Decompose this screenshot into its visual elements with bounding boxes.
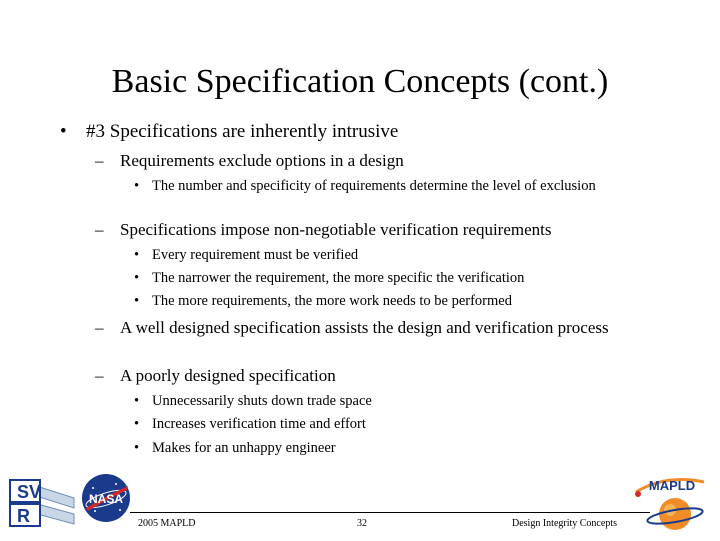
bullet-marker: •	[134, 270, 140, 286]
bullet-text: Increases verification time and effort	[152, 416, 366, 432]
bullet-level3	[134, 415, 366, 433]
bullet-level3	[134, 392, 372, 410]
footer-rule	[130, 512, 650, 513]
dash-marker: –	[95, 318, 104, 337]
dash-marker: –	[95, 366, 104, 385]
bullet-text: The more requirements, the more work needs to be performed	[152, 293, 512, 309]
bullet-text: Unnecessarily shuts down trade space	[152, 393, 372, 409]
nasa-logo-text: NASA	[88, 492, 124, 506]
nasa-logo-graphic	[80, 472, 132, 524]
sv-institute-logo-icon	[8, 478, 76, 530]
bullet-level3	[134, 439, 336, 457]
bullet-level2	[95, 220, 551, 240]
dash-marker: –	[95, 151, 104, 170]
sv-logo-text-1: SV	[17, 482, 42, 502]
bullet-marker: •	[134, 416, 140, 432]
sv-logo-text-2: R	[17, 506, 30, 526]
bullet-text: A well designed specification assists the design and verification process	[120, 318, 609, 337]
bullet-marker: •	[134, 247, 140, 263]
bullet-marker: •	[134, 440, 140, 456]
bullet-level2	[95, 318, 655, 338]
bullet-text: The number and specificity of requirements determine the level of exclusion	[152, 178, 596, 194]
bullet-text: Makes for an unhappy engineer	[152, 440, 336, 456]
dash-marker: –	[95, 220, 104, 239]
bullet-level3	[134, 246, 358, 264]
footer-page-number: 32	[357, 518, 367, 529]
footer-conference: 2005 MAPLD	[138, 518, 196, 529]
bullet-text: A poorly designed specification	[120, 366, 336, 385]
footer-topic: Design Integrity Concepts	[512, 518, 617, 529]
bullet-text: Every requirement must be verified	[152, 247, 359, 263]
nasa-meatball-logo-icon	[80, 472, 132, 524]
bullet-text: Specifications impose non-negotiable verification requirements	[120, 220, 552, 239]
bullet-level3	[134, 292, 512, 310]
slide-title: Basic Specification Concepts (cont.)	[111, 63, 609, 100]
bullet-level2	[95, 366, 336, 386]
bullet-level2	[95, 151, 404, 171]
bullet-marker: •	[134, 393, 140, 409]
bullet-marker: •	[134, 293, 140, 309]
bullet-level1	[60, 121, 398, 143]
bullet-marker: •	[60, 121, 67, 142]
mapld-logo-graphic	[626, 470, 712, 536]
mapld-logo-text: MAPLD	[648, 478, 696, 493]
bullet-text: #3 Specifications are inherently intrusive	[86, 121, 399, 142]
bullet-marker: •	[134, 178, 140, 194]
bullet-level3	[134, 269, 524, 287]
bullet-text: The narrower the requirement, the more specific the verification	[152, 270, 525, 286]
bullet-level3	[134, 177, 664, 195]
mapld-logo-icon	[626, 470, 712, 536]
bullet-text: Requirements exclude options in a design	[120, 151, 404, 170]
sv-logo-graphic	[8, 478, 76, 530]
